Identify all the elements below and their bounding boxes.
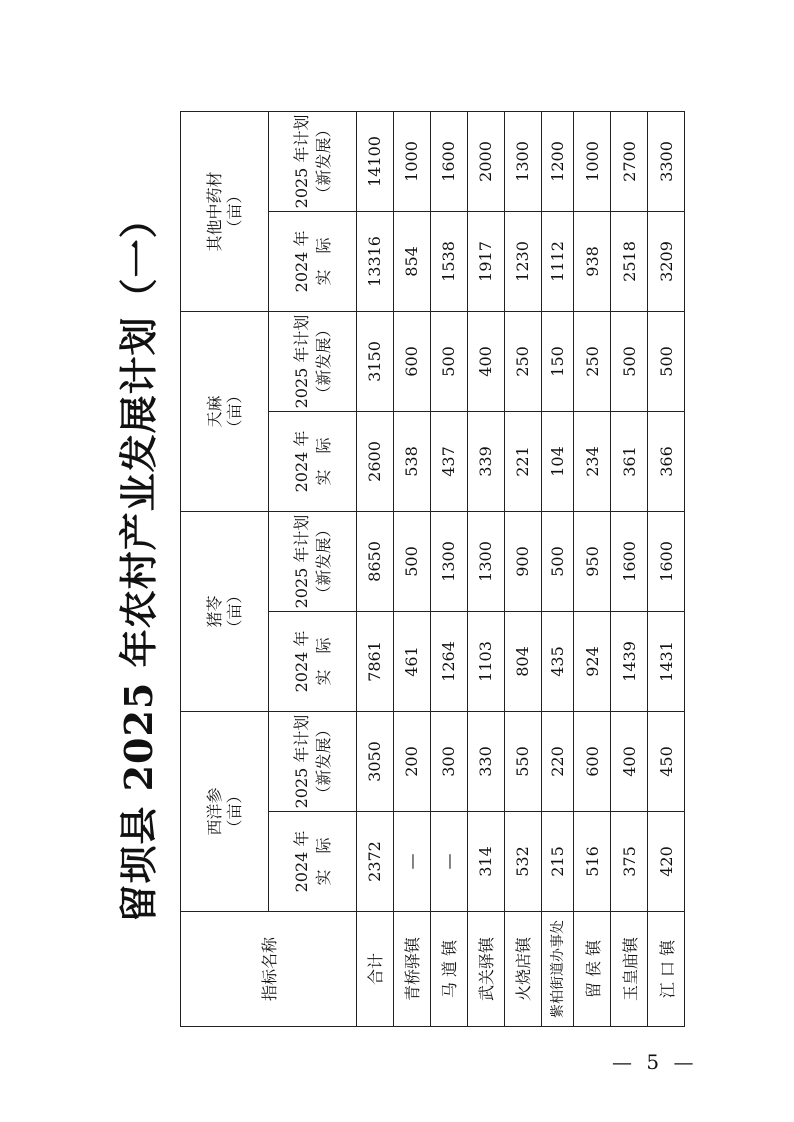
table-cell: 314 bbox=[467, 812, 504, 912]
table-cell: 330 bbox=[467, 711, 504, 811]
row-label: 武关驿镇 bbox=[467, 912, 504, 1027]
table-cell: 2600 bbox=[357, 411, 394, 511]
table-row bbox=[393, 111, 430, 1026]
group-unit: （亩） bbox=[224, 387, 244, 436]
sub-header-line1: 2024 年 bbox=[291, 630, 311, 693]
sub-header bbox=[269, 311, 357, 411]
table-cell: 8650 bbox=[357, 511, 394, 611]
table-cell: 300 bbox=[430, 711, 467, 811]
table-row bbox=[541, 111, 573, 1026]
group-unit: （亩） bbox=[224, 787, 244, 836]
plan-table bbox=[180, 111, 685, 1027]
table-cell: 550 bbox=[504, 711, 541, 811]
table-cell: 420 bbox=[648, 812, 685, 912]
table-row bbox=[430, 111, 467, 1026]
table-cell: 461 bbox=[393, 611, 430, 711]
table-cell: 250 bbox=[504, 311, 541, 411]
table-cell: — bbox=[393, 812, 430, 912]
document-title: 留坝县 2025 年农村产业发展计划（一） bbox=[116, 199, 161, 923]
table-cell: 516 bbox=[574, 812, 611, 912]
table-cell: 538 bbox=[393, 411, 430, 511]
table-cell: 2518 bbox=[611, 211, 648, 311]
table-cell: 450 bbox=[648, 711, 685, 811]
group-unit: （亩） bbox=[224, 187, 244, 236]
table-cell: 234 bbox=[574, 411, 611, 511]
sub-header-line1: 2024 年 bbox=[291, 430, 311, 493]
table-cell: 435 bbox=[541, 611, 573, 711]
table-row bbox=[611, 111, 648, 1026]
group-header bbox=[181, 311, 269, 511]
table-cell: 500 bbox=[430, 311, 467, 411]
table-cell: 339 bbox=[467, 411, 504, 511]
sub-header bbox=[269, 511, 357, 611]
table-cell: 500 bbox=[393, 511, 430, 611]
table-row bbox=[467, 111, 504, 1026]
table-cell: 600 bbox=[574, 711, 611, 811]
table-cell: 3150 bbox=[357, 311, 394, 411]
sub-header-line2: （新发展） bbox=[313, 321, 333, 402]
table-cell: 600 bbox=[393, 311, 430, 411]
table-cell: 250 bbox=[574, 311, 611, 411]
group-name: 西洋参 bbox=[204, 787, 224, 836]
table-cell: 200 bbox=[393, 711, 430, 811]
table-cell: 1264 bbox=[430, 611, 467, 711]
group-name: 猪苓 bbox=[204, 595, 224, 628]
table-cell: 7861 bbox=[357, 611, 394, 711]
table-cell: 1200 bbox=[541, 111, 573, 211]
corner-header: 指标名称 bbox=[181, 912, 357, 1027]
sub-header-line1: 2025 年计划 bbox=[291, 714, 311, 809]
table-cell: 1103 bbox=[467, 611, 504, 711]
sub-header bbox=[269, 611, 357, 711]
table-row bbox=[648, 111, 685, 1026]
sub-header-line2: 实 际 bbox=[313, 837, 333, 886]
table-cell: 1431 bbox=[648, 611, 685, 711]
sub-header-line1: 2025 年计划 bbox=[291, 114, 311, 209]
table-cell: 366 bbox=[648, 411, 685, 511]
table-cell: 1112 bbox=[541, 211, 573, 311]
row-label: 马 道 镇 bbox=[430, 912, 467, 1027]
table-cell: — bbox=[430, 812, 467, 912]
table-cell: 900 bbox=[504, 511, 541, 611]
table-cell: 500 bbox=[541, 511, 573, 611]
table-cell: 13316 bbox=[357, 211, 394, 311]
sub-header bbox=[269, 211, 357, 311]
table-cell: 854 bbox=[393, 211, 430, 311]
sub-header bbox=[269, 711, 357, 811]
group-unit: （亩） bbox=[224, 587, 244, 636]
group-header bbox=[181, 111, 269, 311]
table-cell: 1917 bbox=[467, 211, 504, 311]
table-row bbox=[357, 111, 394, 1026]
table-cell: 150 bbox=[541, 311, 573, 411]
table-cell: 500 bbox=[611, 311, 648, 411]
table-cell: 375 bbox=[611, 812, 648, 912]
table-cell: 1000 bbox=[393, 111, 430, 211]
sub-header-line2: （新发展） bbox=[313, 521, 333, 602]
row-label: 留 侯 镇 bbox=[574, 912, 611, 1027]
table-cell: 2372 bbox=[357, 812, 394, 912]
sub-header-line1: 2024 年 bbox=[291, 230, 311, 293]
group-name: 其他中药材 bbox=[204, 171, 224, 252]
table-cell: 221 bbox=[504, 411, 541, 511]
sub-header-line2: （新发展） bbox=[313, 121, 333, 202]
table-cell: 3300 bbox=[648, 111, 685, 211]
sub-header-line2: 实 际 bbox=[313, 437, 333, 486]
sub-header-line2: （新发展） bbox=[313, 721, 333, 802]
header-row-groups bbox=[181, 111, 269, 1026]
row-label: 青桥驿镇 bbox=[393, 912, 430, 1027]
table-cell: 361 bbox=[611, 411, 648, 511]
table-cell: 400 bbox=[467, 311, 504, 411]
sub-header-line1: 2025 年计划 bbox=[291, 514, 311, 609]
table-cell: 924 bbox=[574, 611, 611, 711]
table-cell: 1600 bbox=[430, 111, 467, 211]
table-cell: 950 bbox=[574, 511, 611, 611]
table-cell: 1300 bbox=[504, 111, 541, 211]
sub-header-line2: 实 际 bbox=[313, 237, 333, 286]
sub-header-line1: 2024 年 bbox=[291, 830, 311, 893]
table-cell: 2000 bbox=[467, 111, 504, 211]
sub-header bbox=[269, 111, 357, 211]
table-cell: 215 bbox=[541, 812, 573, 912]
table-cell: 1300 bbox=[430, 511, 467, 611]
table-cell: 804 bbox=[504, 611, 541, 711]
table-cell: 1000 bbox=[574, 111, 611, 211]
row-label: 江 口 镇 bbox=[648, 912, 685, 1027]
table-cell: 1538 bbox=[430, 211, 467, 311]
table-cell: 220 bbox=[541, 711, 573, 811]
table-cell: 104 bbox=[541, 411, 573, 511]
table-cell: 938 bbox=[574, 211, 611, 311]
table-cell: 1439 bbox=[611, 611, 648, 711]
table-row bbox=[504, 111, 541, 1026]
table-cell: 2700 bbox=[611, 111, 648, 211]
page-number: — 5 — bbox=[612, 1050, 698, 1074]
sub-header-line1: 2025 年计划 bbox=[291, 314, 311, 409]
group-header bbox=[181, 511, 269, 711]
table-cell: 1230 bbox=[504, 211, 541, 311]
row-label: 玉皇庙镇 bbox=[611, 912, 648, 1027]
table-row bbox=[574, 111, 611, 1026]
group-header bbox=[181, 711, 269, 911]
table-cell: 1600 bbox=[611, 511, 648, 611]
table-cell: 400 bbox=[611, 711, 648, 811]
table-cell: 14100 bbox=[357, 111, 394, 211]
group-name: 天麻 bbox=[204, 395, 224, 428]
table-cell: 3050 bbox=[357, 711, 394, 811]
table-cell: 532 bbox=[504, 812, 541, 912]
table-cell: 1300 bbox=[467, 511, 504, 611]
row-label: 紫柏街道办事处 bbox=[541, 912, 573, 1027]
sub-header bbox=[269, 411, 357, 511]
sub-header bbox=[269, 812, 357, 912]
table-cell: 500 bbox=[648, 311, 685, 411]
row-label: 合计 bbox=[357, 912, 394, 1027]
sub-header-line2: 实 际 bbox=[313, 637, 333, 686]
table-cell: 3209 bbox=[648, 211, 685, 311]
table-cell: 1600 bbox=[648, 511, 685, 611]
header-row-sub bbox=[269, 111, 357, 1026]
table-cell: 437 bbox=[430, 411, 467, 511]
row-label: 火烧店镇 bbox=[504, 912, 541, 1027]
